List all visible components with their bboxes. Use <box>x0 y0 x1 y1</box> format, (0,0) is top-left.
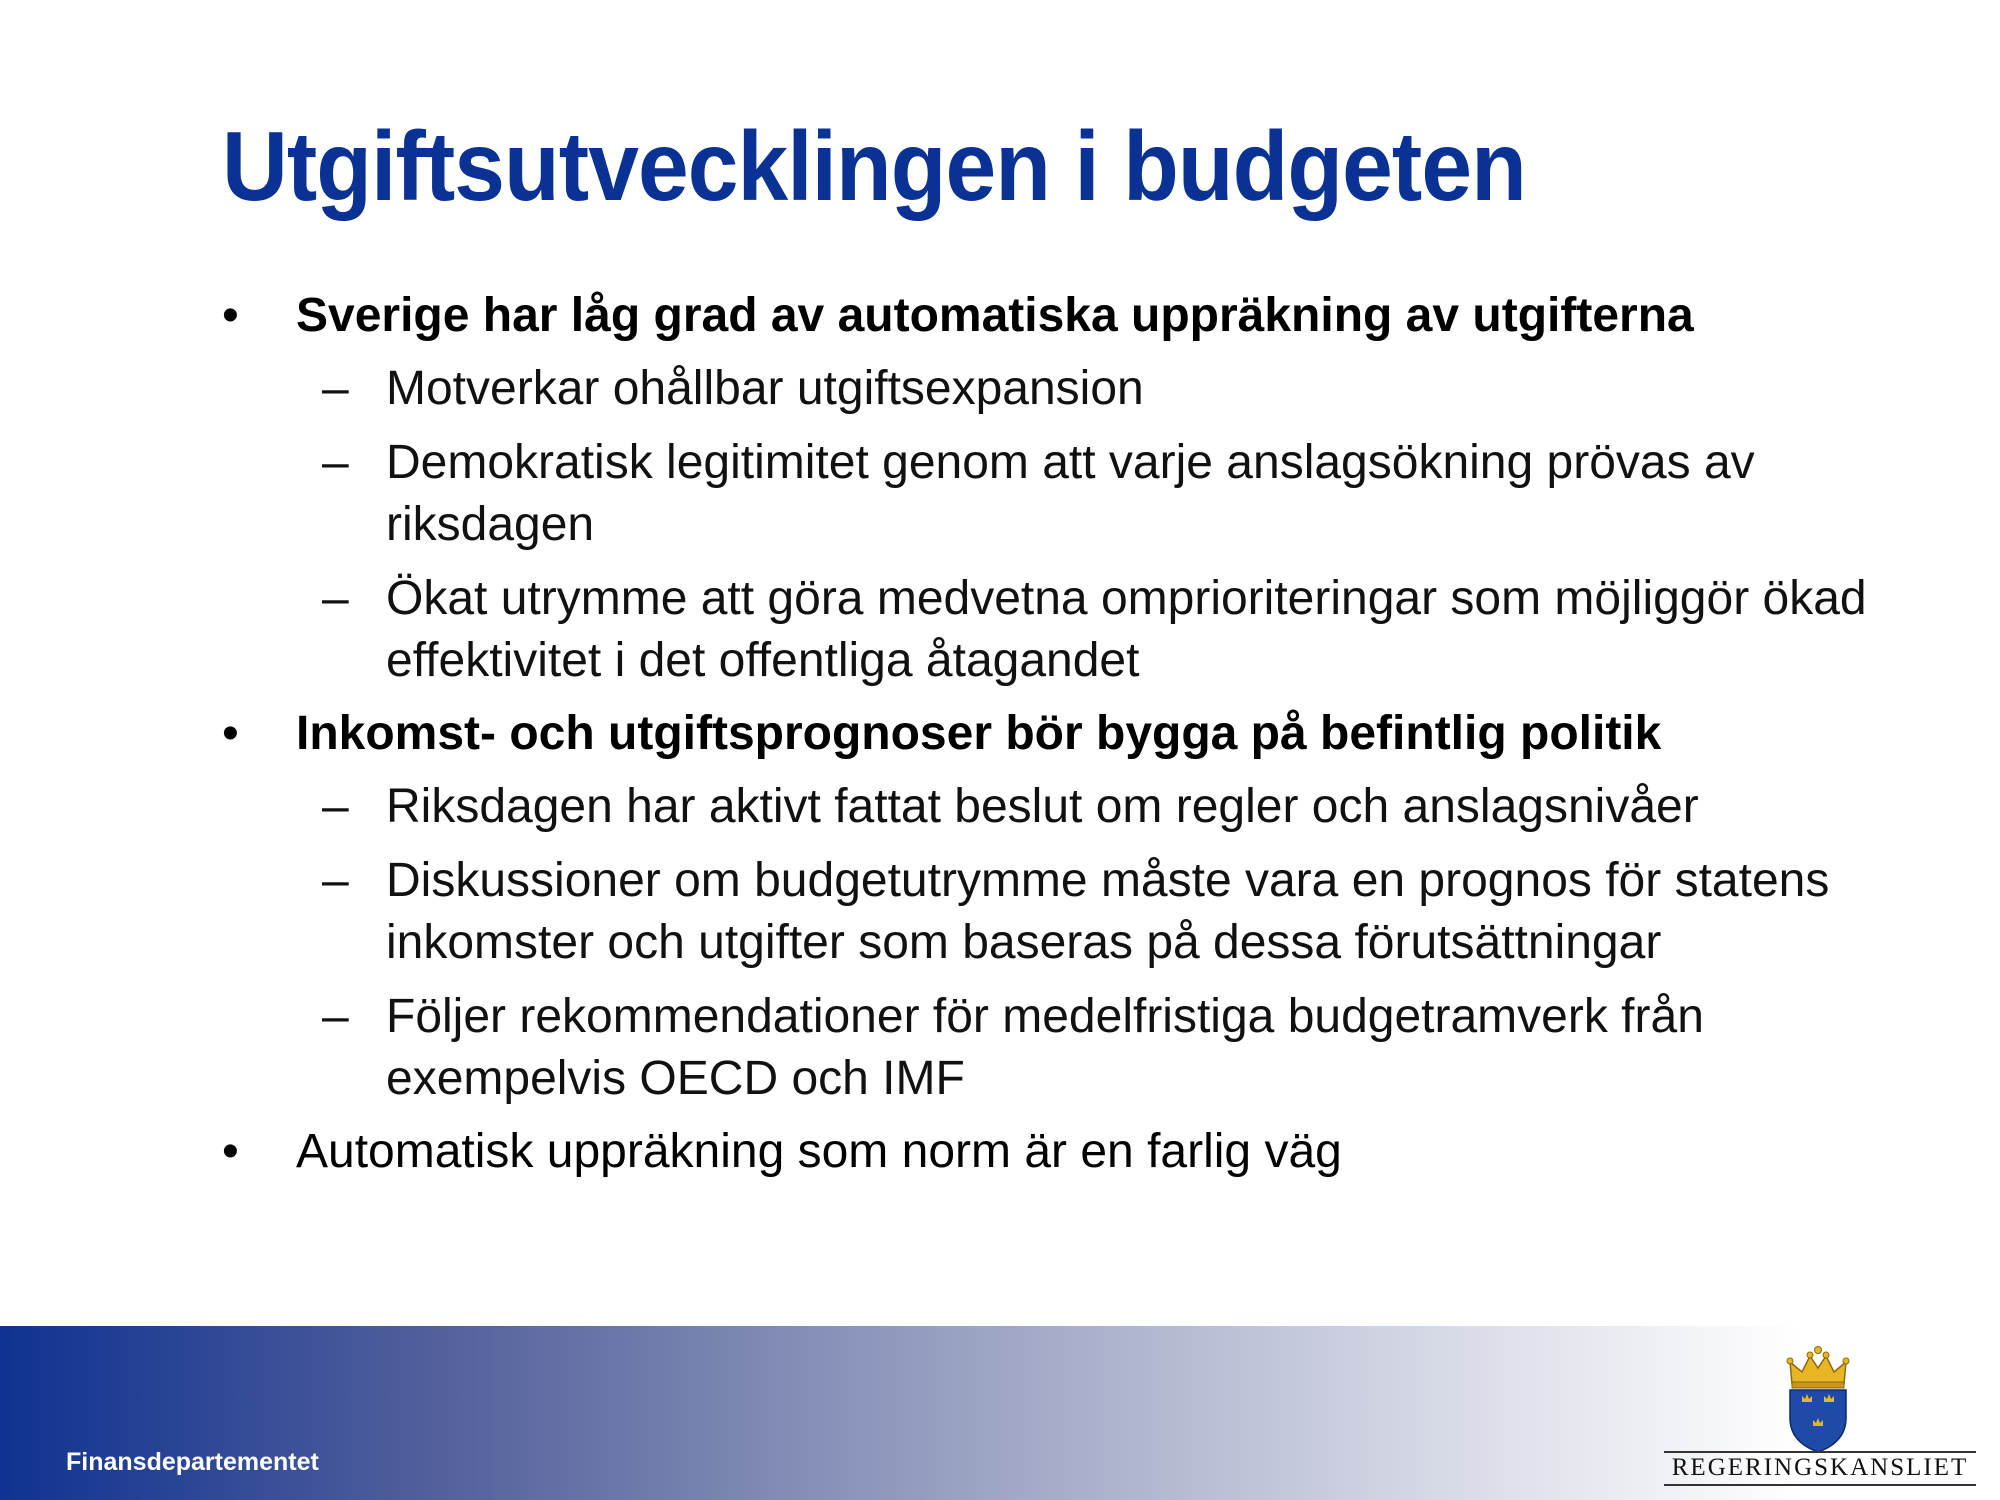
sub-text: Riksdagen har aktivt fattat beslut om regler och anslagsnivåer <box>386 780 1699 833</box>
sub-item <box>222 358 1902 420</box>
sub-item <box>222 986 1902 1110</box>
logo-rule-bottom <box>1664 1484 1976 1486</box>
footer-department: Finansdepartementet <box>66 1448 319 1476</box>
sub-text: Motverkar ohållbar utgiftsexpansion <box>386 362 1144 415</box>
logo-rule-top <box>1664 1451 1976 1453</box>
sub-item <box>222 432 1902 556</box>
bullet-marker: • <box>222 289 239 342</box>
bullet-item <box>222 286 1902 346</box>
sub-text: Diskussioner om budgetutrymme måste vara en prognos för statens inkomster och utgifter som baseras på dessa förutsättningar <box>386 854 1830 969</box>
bullet-text: Automatisk uppräkning som norm är en farlig väg <box>296 1125 1342 1178</box>
crown-shield-three-crowns-icon <box>1782 1346 1854 1456</box>
dash-marker: – <box>322 436 349 489</box>
bullet-list <box>222 286 1902 1194</box>
sub-item <box>222 850 1902 974</box>
bullet-text: Inkomst- och utgiftsprognoser bör bygga på befintlig politik <box>296 707 1662 760</box>
dash-marker: – <box>322 362 349 415</box>
sub-item <box>222 568 1902 692</box>
dash-marker: – <box>322 854 349 907</box>
bullet-marker: • <box>222 1125 239 1178</box>
dash-marker: – <box>322 780 349 833</box>
bullet-item <box>222 704 1902 764</box>
bullet-item <box>222 1122 1902 1182</box>
bullet-text: Sverige har låg grad av automatiska uppräkning av utgifterna <box>296 289 1694 342</box>
sub-text: Demokratisk legitimitet genom att varje anslagsökning prövas av riksdagen <box>386 436 1755 551</box>
dash-marker: – <box>322 572 349 625</box>
bullet-marker: • <box>222 707 239 760</box>
regeringskansliet-logo <box>1664 1346 1976 1486</box>
logo-wordmark: REGERINGSKANSLIET <box>1671 1454 1969 1481</box>
sub-text: Följer rekommendationer för medelfristiga budgetramverk från exempelvis OECD och IMF <box>386 990 1704 1105</box>
sub-text: Ökat utrymme att göra medvetna omprioriteringar som möjliggör ökad effektivitet i det offentliga åtagandet <box>386 572 1867 687</box>
slide-title: Utgiftsutvecklingen i budgeten <box>222 111 1526 221</box>
sub-item <box>222 776 1902 838</box>
dash-marker: – <box>322 990 349 1043</box>
